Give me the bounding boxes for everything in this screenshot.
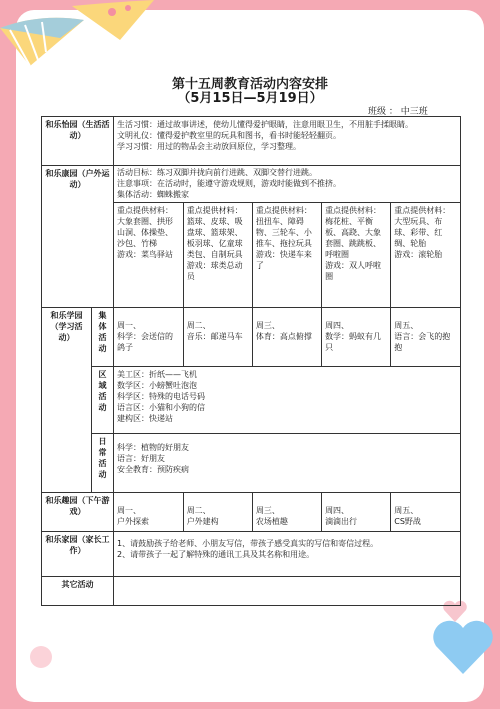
page-title: 第十五周教育活动内容安排 bbox=[171, 77, 328, 92]
outdoor-line: 集体活动：蜘蛛搬家 bbox=[117, 190, 189, 199]
play-row bbox=[42, 493, 461, 532]
area-line: 语言区：小猫和小狗的信 bbox=[117, 403, 205, 412]
daily-activity-content bbox=[114, 434, 461, 493]
outdoor-line: 活动目标：练习双脚并拢向前行进跳、双脚交替行进跳。 bbox=[117, 168, 317, 177]
family-line: 2、请带孩子一起了解特殊的通讯工具及其名称和用途。 bbox=[117, 550, 315, 559]
outdoor-goals bbox=[114, 166, 460, 203]
learning-daily-row bbox=[42, 434, 461, 493]
daily-activity-label: 日常活动 bbox=[92, 434, 114, 493]
weekday-cell: 周四、 滴滴出行 bbox=[322, 493, 391, 531]
page-subtitle-dates: （5月15日—5月19日） bbox=[177, 91, 323, 106]
weekday-cell: 周二、 户外建构 bbox=[183, 493, 252, 531]
area-line: 科学区：特殊的电话号码 bbox=[117, 392, 205, 401]
family-header: 和乐家园（家长工作） bbox=[42, 532, 114, 577]
daily-line: 语言：好朋友 bbox=[117, 454, 165, 463]
life-content bbox=[114, 117, 461, 166]
family-content bbox=[114, 532, 461, 577]
area-line: 数学区：小螃蟹吐泡泡 bbox=[117, 381, 197, 390]
outdoor-header: 和乐康园（户外运动） bbox=[42, 166, 114, 308]
outdoor-material-cell: 重点提供材料：梅花桩、平衡板、高跷、大象套圈、跳跳板、呼啦圈 游戏：双人呼啦圈 bbox=[322, 203, 391, 307]
life-line: 文明礼仪：懂得爱护教室里的玩具和图书，看书时能轻轻翻页。 bbox=[117, 131, 341, 140]
other-content bbox=[114, 577, 461, 606]
weekday-cell: 周二、 音乐：邮递马车 bbox=[183, 308, 252, 366]
outdoor-line: 注意事项：在活动时，能遵守游戏规则，游戏时能做到不推挤。 bbox=[117, 179, 341, 188]
outdoor-material-cell: 重点提供材料：大象套圈、拱形山洞、体操垫、沙包、竹梯 游戏：菜鸟驿站 bbox=[117, 206, 173, 259]
class-label: 班级 ： 中三班 bbox=[368, 107, 428, 117]
weekday-cell: 周一、 户外探索 bbox=[117, 506, 149, 526]
decorative-dot bbox=[30, 646, 52, 668]
weekday-cell: 周一、 科学：会送信的鸽子 bbox=[117, 321, 173, 352]
weekday-cell: 周五、 CS野战 bbox=[391, 493, 460, 531]
life-row bbox=[42, 117, 461, 166]
other-header: 其它活动 bbox=[42, 577, 114, 606]
play-header: 和乐趣园（下午游戏） bbox=[42, 493, 114, 532]
life-header: 和乐怡园（生活活动） bbox=[42, 117, 114, 166]
learning-group-row bbox=[42, 308, 461, 367]
group-activity-days bbox=[114, 308, 460, 366]
weekday-cell: 周三、 体育：高点俯撑 bbox=[252, 308, 321, 366]
area-activity-label: 区域活动 bbox=[92, 367, 114, 434]
outdoor-material-cell: 重点提供材料：篮球、皮球、吸盘球、篮球架、板羽球、亿童球类包、自制玩具 游戏：球类总动员 bbox=[183, 203, 252, 307]
outdoor-material-cell: 重点提供材料：大型玩具、布球、彩带、红绸、轮胎 游戏：滚轮胎 bbox=[391, 203, 460, 307]
group-activity-label: 集体活动 bbox=[92, 308, 114, 367]
daily-line: 安全教育：预防疾病 bbox=[117, 465, 189, 474]
outdoor-row bbox=[42, 166, 461, 308]
area-line: 美工区：折纸——飞机 bbox=[117, 370, 197, 379]
family-row bbox=[42, 532, 461, 577]
heart-icon bbox=[432, 618, 494, 674]
family-line: 1、请鼓励孩子给老师、小朋友写信，带孩子感受真实的写信和寄信过程。 bbox=[117, 539, 379, 548]
pennant-flag-yellow bbox=[72, 0, 154, 40]
outdoor-materials-grid bbox=[114, 203, 460, 307]
daily-line: 科学：植物的好朋友 bbox=[117, 443, 189, 452]
life-line: 生活习惯：通过故事讲述，使幼儿懂得爱护眼睛，注意用眼卫生，不用脏手揉眼睛。 bbox=[117, 120, 413, 129]
schedule-table bbox=[41, 116, 461, 606]
weekday-cell: 周三、 农场植趣 bbox=[252, 493, 321, 531]
weekday-cell: 周四、 数学：蚂蚁有几只 bbox=[322, 308, 391, 366]
outdoor-material-cell: 重点提供材料：扭扭车、障碍物、三轮车、小推车、拖拉玩具 游戏：快递车来了 bbox=[252, 203, 321, 307]
play-days bbox=[114, 493, 460, 531]
group-activity-content bbox=[114, 308, 461, 367]
area-activity-content bbox=[114, 367, 461, 434]
life-line: 学习习惯：用过的物品会主动放回原位，学习整理。 bbox=[117, 142, 301, 151]
area-line: 建构区：快递站 bbox=[117, 414, 173, 423]
other-row bbox=[42, 577, 461, 606]
outdoor-content bbox=[114, 166, 461, 308]
weekday-cell: 周五、 语言：会飞的抱抱 bbox=[391, 308, 460, 366]
play-content bbox=[114, 493, 461, 532]
learning-area-row bbox=[42, 367, 461, 434]
learning-header: 和乐学园（学习活动） bbox=[42, 308, 92, 493]
